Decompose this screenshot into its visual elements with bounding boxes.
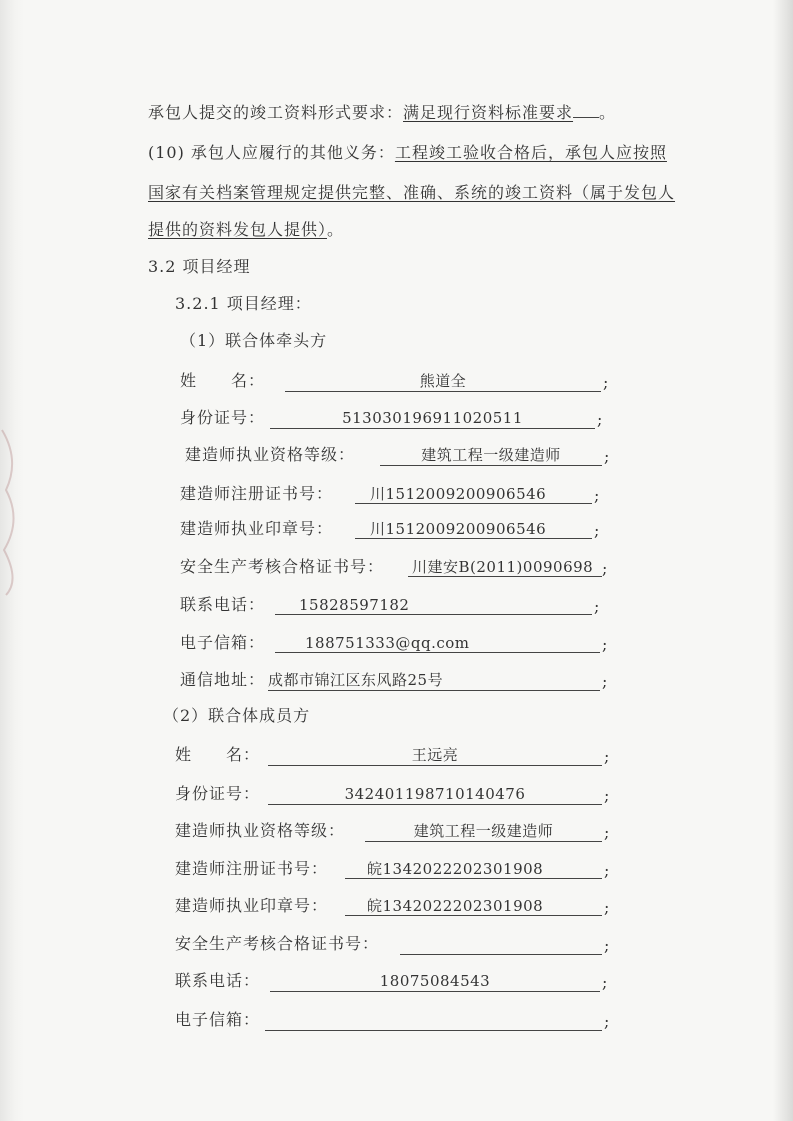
p1-qual-value: 建筑工程一级建造师 (380, 445, 602, 466)
semicolon: ; (594, 597, 600, 616)
p1-seal-label: 建造师执业印章号： (180, 519, 334, 538)
p1-safety-label: 安全生产考核合格证书号： (180, 557, 385, 576)
p1-name-value: 熊道全 (285, 371, 601, 392)
p1-reg-label: 建造师注册证书号： (180, 484, 334, 503)
p2-seal-label: 建造师执业印章号： (175, 896, 329, 915)
p1-phone-label: 联系电话： (180, 595, 266, 614)
p2-seal-value: 皖1342022202301908 (345, 896, 602, 916)
semicolon: ; (602, 973, 608, 992)
p1-qual-label: 建造师执业资格等级： (185, 445, 356, 464)
p2-qual-label: 建造师执业资格等级： (175, 821, 346, 840)
semicolon: ; (604, 1012, 610, 1031)
p1-reg-value: 川1512009200906546 (355, 484, 592, 504)
party1-heading: （1）联合体牵头方 (180, 331, 328, 350)
semicolon: ; (604, 936, 610, 955)
semicolon: ; (602, 559, 608, 578)
p2-qual-value: 建筑工程一级建造师 (365, 821, 602, 842)
p1-email-value: 188751333@qq.com (275, 633, 600, 653)
semicolon: ; (594, 486, 600, 505)
p2-email-label: 电子信箱： (175, 1010, 261, 1029)
semicolon: ; (594, 521, 600, 540)
p1-address-value: 成都市锦江区东风路25号 (268, 670, 600, 691)
p2-reg-label: 建造师注册证书号： (175, 859, 329, 878)
subsection-title: 3.2.1 项目经理： (175, 294, 312, 313)
semicolon: ; (604, 898, 610, 917)
semicolon: ; (604, 447, 610, 466)
p1-safety-value: 川建安B(2011)0090698 (408, 557, 602, 577)
semicolon: ; (602, 672, 608, 691)
doc-line-2: (10) 承包人应履行的其他义务：工程竣工验收合格后，承包人应按照 (148, 143, 667, 162)
p1-id-value: 513030196911020511 (270, 408, 595, 429)
semicolon: ; (602, 635, 608, 654)
p2-email-value (265, 1010, 602, 1031)
semicolon: ; (604, 823, 610, 842)
semicolon: ; (597, 410, 603, 429)
doc-line-4: 提供的资料发包人提供）。 (148, 220, 345, 239)
semicolon: ; (604, 747, 610, 766)
doc-line-1: 承包人提交的竣工资料形式要求：满足现行资料标准要求 。 (148, 103, 617, 122)
p1-id-label: 身份证号： (180, 408, 266, 427)
doc-line-3: 国家有关档案管理规定提供完整、准确、系统的竣工资料（属于发包人 (148, 183, 676, 202)
p1-phone-value: 15828597182 (275, 595, 592, 615)
p1-email-label: 电子信箱： (180, 633, 266, 652)
party2-heading: （2）联合体成员方 (163, 706, 311, 725)
p1-seal-value: 川1512009200906546 (355, 519, 592, 539)
p2-phone-value: 18075084543 (270, 971, 600, 992)
p2-id-value: 342401198710140476 (268, 784, 602, 805)
section-title: 3.2 项目经理 (148, 257, 251, 276)
p2-name-value: 王远亮 (268, 745, 602, 766)
p2-id-label: 身份证号： (175, 784, 261, 803)
p2-safety-value (400, 934, 602, 955)
page-edge-right (773, 0, 793, 1121)
p1-name-label: 姓 名： (180, 371, 266, 390)
p2-name-label: 姓 名： (175, 745, 261, 764)
p2-phone-label: 联系电话： (175, 971, 261, 990)
semicolon: ; (604, 861, 610, 880)
p1-address-label: 通信地址： (180, 670, 266, 689)
p2-safety-label: 安全生产考核合格证书号： (175, 934, 380, 953)
partial-seal-stamp (0, 420, 26, 600)
semicolon: ; (603, 373, 609, 392)
semicolon: ; (604, 786, 610, 805)
p2-reg-value: 皖1342022202301908 (345, 859, 602, 879)
